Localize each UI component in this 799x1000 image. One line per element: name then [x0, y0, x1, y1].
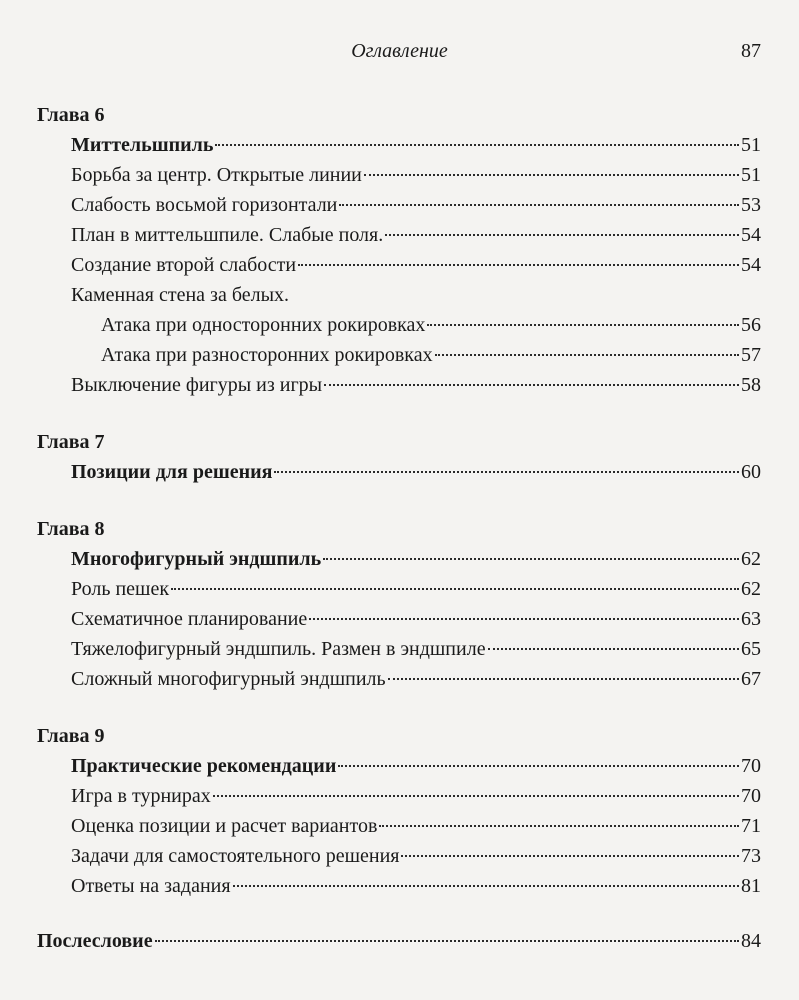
- entry-title: Борьба за центр. Открытые линии: [71, 164, 362, 186]
- entry-title: Послесловие: [37, 930, 153, 952]
- dot-leader: [213, 795, 739, 797]
- entry-title: Слабость восьмой горизонтали: [71, 194, 338, 216]
- toc-entry[interactable]: [37, 751, 761, 781]
- toc-entry[interactable]: [37, 220, 761, 250]
- running-title: Оглавление: [351, 40, 448, 62]
- toc-entry-group-heading[interactable]: [37, 280, 761, 310]
- entry-title: Задачи для самостоятельного решения: [71, 845, 400, 867]
- entry-page: 51: [741, 134, 761, 156]
- spacer: [37, 487, 761, 514]
- entry-title: Атака при разносторонних рокировках: [101, 344, 433, 366]
- toc-entry[interactable]: [37, 457, 761, 487]
- dot-leader: [338, 765, 739, 767]
- entry-page: 84: [741, 930, 761, 952]
- entry-page: 67: [741, 668, 761, 690]
- toc-entry[interactable]: [37, 781, 761, 811]
- dot-leader: [339, 204, 739, 206]
- spacer: [37, 694, 761, 721]
- dot-leader: [215, 144, 739, 146]
- chapter-9: [37, 721, 761, 901]
- entry-title: Тяжелофигурный эндшпиль. Размен в эндшпиле: [71, 638, 486, 660]
- dot-leader: [435, 354, 739, 356]
- dot-leader: [155, 940, 739, 942]
- entry-title: Сложный многофигурный эндшпиль: [71, 668, 386, 690]
- toc-entry-afterword[interactable]: [37, 926, 761, 956]
- dot-leader: [298, 264, 739, 266]
- entry-title: Атака при односторонних рокировках: [101, 314, 426, 336]
- entry-page: 73: [741, 845, 761, 867]
- entry-page: 60: [741, 461, 761, 483]
- table-of-contents: [37, 100, 761, 956]
- entry-page: 63: [741, 608, 761, 630]
- chapter-title: Глава 6: [37, 104, 105, 126]
- toc-entry[interactable]: [37, 190, 761, 220]
- chapter-6: [37, 100, 761, 400]
- entry-page: 62: [741, 548, 761, 570]
- entry-title: Оценка позиции и расчет вариантов: [71, 815, 378, 837]
- toc-entry[interactable]: [37, 664, 761, 694]
- entry-title: Создание второй слабости: [71, 254, 297, 276]
- entry-title: Позиции для решения: [71, 461, 273, 483]
- entry-page: 56: [741, 314, 761, 336]
- chapter-8: [37, 514, 761, 694]
- entry-page: 81: [741, 875, 761, 897]
- dot-leader: [323, 558, 739, 560]
- entry-title: Игра в турнирах: [71, 785, 211, 807]
- dot-leader: [388, 678, 739, 680]
- entry-title: Роль пешек: [71, 578, 170, 600]
- entry-title: Выключение фигуры из игры: [71, 374, 323, 396]
- toc-entry[interactable]: [37, 544, 761, 574]
- toc-entry[interactable]: [37, 130, 761, 160]
- spacer: [37, 901, 761, 926]
- toc-entry[interactable]: [37, 841, 761, 871]
- entry-page: 51: [741, 164, 761, 186]
- dot-leader: [401, 855, 739, 857]
- entry-title: Миттельшпиль: [71, 134, 214, 156]
- entry-title: Многофигурный эндшпиль: [71, 548, 322, 570]
- chapter-title: Глава 8: [37, 518, 105, 540]
- entry-page: 70: [741, 755, 761, 777]
- entry-page: 53: [741, 194, 761, 216]
- running-head: [0, 38, 799, 66]
- toc-entry[interactable]: [37, 370, 761, 400]
- dot-leader: [427, 324, 739, 326]
- dot-leader: [324, 384, 739, 386]
- dot-leader: [233, 885, 739, 887]
- chapter-title: Глава 7: [37, 431, 105, 453]
- entry-title: Ответы на задания: [71, 875, 231, 897]
- entry-title: Схематичное планирование: [71, 608, 308, 630]
- entry-page: 57: [741, 344, 761, 366]
- toc-entry[interactable]: [37, 871, 761, 901]
- dot-leader: [379, 825, 739, 827]
- dot-leader: [171, 588, 739, 590]
- toc-entry[interactable]: [37, 160, 761, 190]
- entry-title: Каменная стена за белых.: [71, 284, 290, 306]
- spacer: [37, 400, 761, 427]
- dot-leader: [309, 618, 739, 620]
- entry-title: Практические рекомендации: [71, 755, 337, 777]
- entry-page: 70: [741, 785, 761, 807]
- chapter-7: [37, 427, 761, 487]
- entry-page: 54: [741, 224, 761, 246]
- toc-entry[interactable]: [37, 634, 761, 664]
- toc-entry[interactable]: [37, 250, 761, 280]
- dot-leader: [274, 471, 739, 473]
- entry-page: 65: [741, 638, 761, 660]
- dot-leader: [385, 234, 739, 236]
- entry-page: 62: [741, 578, 761, 600]
- toc-entry[interactable]: [37, 811, 761, 841]
- chapter-title: Глава 9: [37, 725, 105, 747]
- toc-subentry[interactable]: [37, 310, 761, 340]
- toc-entry[interactable]: [37, 574, 761, 604]
- entry-page: 58: [741, 374, 761, 396]
- entry-page: 71: [741, 815, 761, 837]
- page-number: 87: [741, 40, 761, 62]
- toc-subentry[interactable]: [37, 340, 761, 370]
- dot-leader: [364, 174, 739, 176]
- entry-title: План в миттельшпиле. Слабые поля.: [71, 224, 384, 246]
- toc-entry[interactable]: [37, 604, 761, 634]
- entry-page: 54: [741, 254, 761, 276]
- dot-leader: [488, 648, 739, 650]
